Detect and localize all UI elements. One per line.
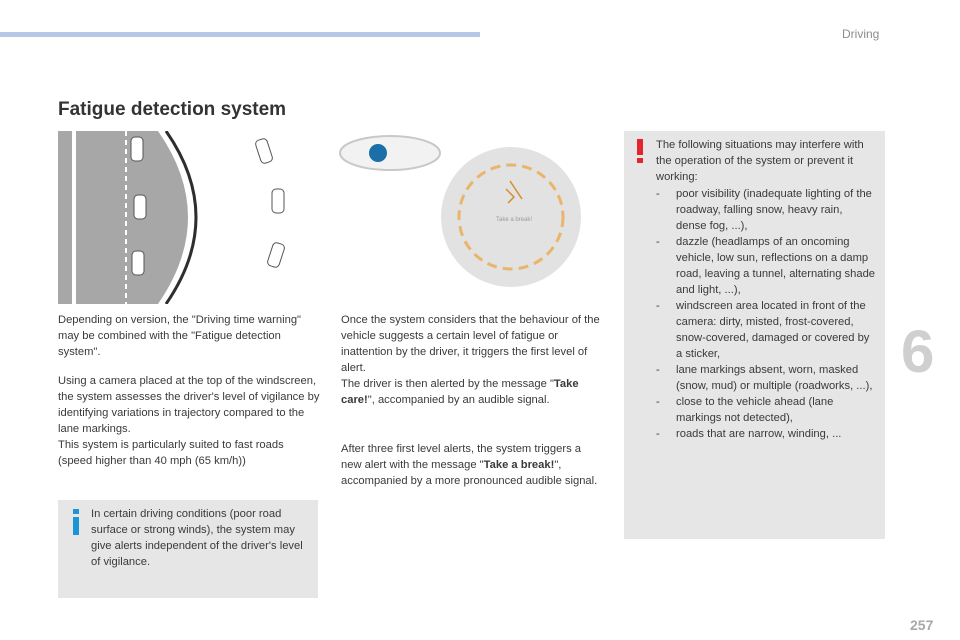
- paragraph-first-alert: Once the system considers that the behaviour of the vehicle suggests a certain level of fatigue or inattention by the driver, it triggers the first level of alert.: [341, 314, 600, 374]
- lane-drift-illustration: [58, 131, 318, 304]
- list-item: - dazzle (headlamps of an oncoming vehicle, low sun, reflections on a damp road, leaving a tunnel, alternating shade and light, ...),: [656, 236, 876, 296]
- section-title: Driving: [842, 27, 880, 41]
- info-text: In certain driving conditions (poor road surface or strong winds), the system may give alerts independent of the driver's level of vigilance.: [91, 508, 303, 568]
- warning-intro: The following situations may interfere with the operation of the system or prevent it working:: [656, 139, 864, 183]
- message-take-break: Take a break!: [483, 459, 555, 471]
- warning-icon: [636, 139, 644, 163]
- paragraph-fast-roads: This system is particularly suited to fast roads (speed higher than 40 mph (65 km/h)): [58, 439, 284, 467]
- paragraph-take-break: After three first level alerts, the system triggers a new alert with the message "Take a break!", accompanied by a more pronounced audible signal.: [341, 443, 598, 487]
- header-accent-bar: [0, 32, 480, 37]
- svg-text:Take a break!: Take a break!: [496, 217, 533, 223]
- warning-list: [648, 186, 876, 442]
- message-take-care: Take care!: [341, 378, 579, 406]
- info-box: [58, 500, 318, 598]
- page-number: 257: [910, 617, 934, 633]
- dashboard-alert-illustration: [338, 131, 600, 304]
- paragraph-take-care: The driver is then alerted by the message "Take care!", accompanied by an audible signal.: [341, 378, 579, 406]
- list-item: - windscreen area located in front of the camera: dirty, misted, frost-covered, snow-covered, damaged or covered by a sticker,: [656, 300, 870, 360]
- info-icon: [72, 509, 80, 535]
- paragraph-intro: Depending on version, the "Driving time warning" may be combined with the "Fatigue detection system".: [58, 314, 302, 358]
- chapter-number: 6: [901, 318, 935, 385]
- list-item: - poor visibility (inadequate lighting of the roadway, falling snow, heavy rain, dense fog, ...),: [656, 188, 872, 232]
- list-item: - close to the vehicle ahead (lane markings not detected),: [656, 396, 834, 424]
- warning-box: [624, 131, 885, 539]
- paragraph-camera: Using a camera placed at the top of the windscreen, the system assesses the driver's level of vigilance by identifying variations in trajectory compared to the lane markings.: [58, 375, 320, 435]
- list-item: - roads that are narrow, winding, ...: [656, 428, 842, 440]
- list-item: - lane markings absent, worn, masked (snow, mud) or multiple (roadworks, ...),: [656, 364, 873, 392]
- page-title: Fatigue detection system: [58, 99, 287, 120]
